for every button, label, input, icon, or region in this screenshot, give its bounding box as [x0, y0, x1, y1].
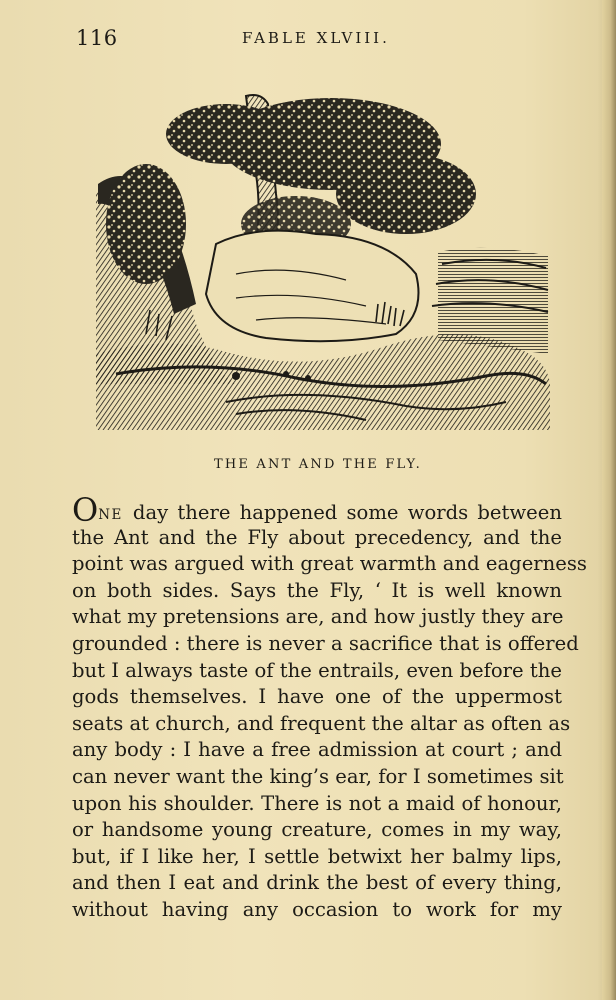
- text-line: can never want the king’s ear, for I sometimes sit: [72, 764, 564, 788]
- text-line-first: [72, 491, 562, 529]
- page-number: 116: [76, 26, 118, 50]
- fable-caption: THE ANT AND THE FLY.: [213, 457, 422, 472]
- text-line: on both sides. Says the Fly, ‘ It is well known: [72, 578, 562, 602]
- text-line: gods themselves. I have one of the uppermost: [72, 685, 562, 709]
- first-line-rest: day there happened some words between: [132, 501, 562, 524]
- text-line: any body : I have a free admission at court ; and: [72, 738, 562, 762]
- page-edge: [602, 0, 616, 1000]
- text-line: point was argued with great warmth and eagerness: [72, 552, 587, 576]
- woodcut-landscape-icon: [86, 84, 552, 430]
- text-line: what my pretensions are, and how justly they are: [72, 605, 564, 629]
- text-line: and then I eat and drink the best of every thing,: [72, 871, 562, 895]
- text-line: upon his shoulder. There is not a maid of honour,: [72, 791, 562, 815]
- page-header: [76, 26, 556, 52]
- text-line: but I always taste of the entrails, even before the: [72, 658, 562, 682]
- fable-text: [72, 491, 587, 924]
- running-title: FABLE XLVIII.: [242, 29, 390, 47]
- text-line: without having any occasion to work for my: [72, 897, 562, 921]
- initial-letter: O: [72, 491, 99, 529]
- initial-word-rest: NE: [98, 507, 123, 523]
- text-line: grounded : there is never a sacrifice that is offered: [72, 631, 579, 655]
- text-line: but, if I like her, I settle betwixt her balmy lips,: [72, 844, 562, 868]
- text-line: the Ant and the Fly about precedency, and the: [72, 525, 562, 549]
- text-line: seats at church, and frequent the altar as often as: [72, 711, 571, 735]
- woodcut-illustration: [86, 84, 552, 430]
- text-line: or handsome young creature, comes in my way,: [72, 818, 562, 842]
